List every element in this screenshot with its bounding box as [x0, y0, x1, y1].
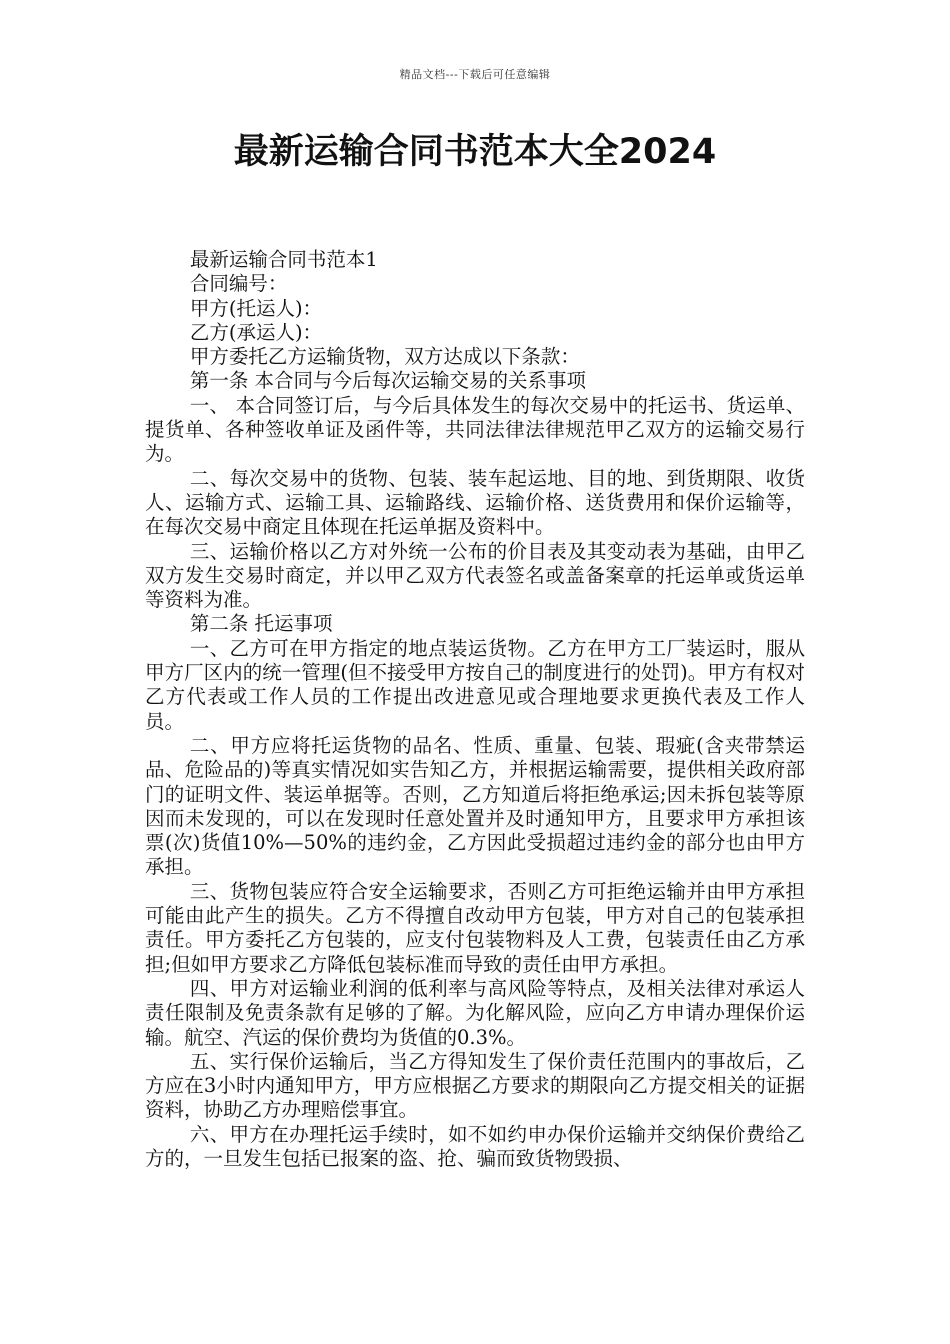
document-title: 最新运输合同书范本大全2024 [233, 132, 717, 172]
paragraph: 三、货物包装应符合安全运输要求，否则乙方可拒绝运输并由甲方承担可能由此产生的损失。乙方不得擅自改动甲方包装，甲方对自己的包装承担责任。甲方委托乙方包装的，应支付包装物料及人工费，包装责任由乙方承担;但如甲方要求乙方降低包装标准而导致的责任由甲方承担。 [145, 879, 805, 976]
paragraph: 三、运输价格以乙方对外统一公布的价目表及其变动表为基础，由甲乙双方发生交易时商定，并以甲乙双方代表签名或盖备案章的托运单或货运单等资料为准。 [145, 539, 805, 612]
section-heading: 第二条 托运事项 [189, 612, 333, 636]
paragraph: 五、实行保价运输后，当乙方得知发生了保价责任范围内的事故后，乙方应在3小时内通知甲方，甲方应根据乙方要求的期限向乙方提交相关的证据资料，协助乙方办理赔偿事宜。 [145, 1049, 805, 1122]
paragraph: 甲方(托运人)： [189, 296, 323, 320]
paragraph: 甲方委托乙方运输货物，双方达成以下条款： [189, 345, 580, 369]
paragraph: 二、甲方应将托运货物的品名、性质、重量、包装、瑕疵(含夹带禁运品、危险品的)等真实情况如实告知乙方，并根据运输需要，提供相关政府部门的证明文件、装运单据等。否则，乙方知道后将拒绝承运;因未拆包装等原因而未发现的，可以在发现时任意处置并及时通知甲方，且要求甲方承担该票(次)货值10%—50%的违约金，乙方因此受损超过违约金的部分也由甲方承担。 [145, 733, 805, 879]
paragraph: 六、甲方在办理托运手续时，如不如约申办保价运输并交纳保价费给乙方的，一旦发生包括已报案的盗、抢、骗而致货物毁损、 [145, 1122, 805, 1170]
document-body [145, 248, 805, 1171]
section-heading: 第一条 本合同与今后每次运输交易的关系事项 [189, 369, 587, 393]
paragraph: 四、甲方对运输业利润的低利率与高风险等特点，及相关法律对承运人责任限制及免责条款有足够的了解。为化解风险，应向乙方申请办理保价运输。航空、汽运的保价费均为货值的0.3%。 [145, 976, 805, 1049]
paragraph: 乙方(承运人)： [189, 320, 323, 344]
paragraph: 二、每次交易中的货物、包装、装车起运地、目的地、到货期限、收货人、运输方式、运输工具、运输路线、运输价格、送货费用和保价运输等，在每次交易中商定且体现在托运单据及资料中。 [145, 466, 805, 539]
paragraph: 一、 本合同签订后，与今后具体发生的每次交易中的托运书、货运单、提货单、各种签收单证及函件等，共同法律法律规范甲乙双方的运输交易行为。 [145, 393, 805, 466]
paragraph: 最新运输合同书范本1 [189, 248, 378, 271]
paragraph: 一、乙方可在甲方指定的地点装运货物。乙方在甲方工厂装运时，服从甲方厂区内的统一管理(但不接受甲方按自己的制度进行的处罚)。甲方有权对乙方代表或工作人员的工作提出改进意见或合理地要求更换代表及工作人员。 [145, 636, 805, 733]
header-note: 精品文档---下载后可任意编辑 [399, 68, 551, 81]
paragraph: 合同编号： [189, 272, 288, 296]
